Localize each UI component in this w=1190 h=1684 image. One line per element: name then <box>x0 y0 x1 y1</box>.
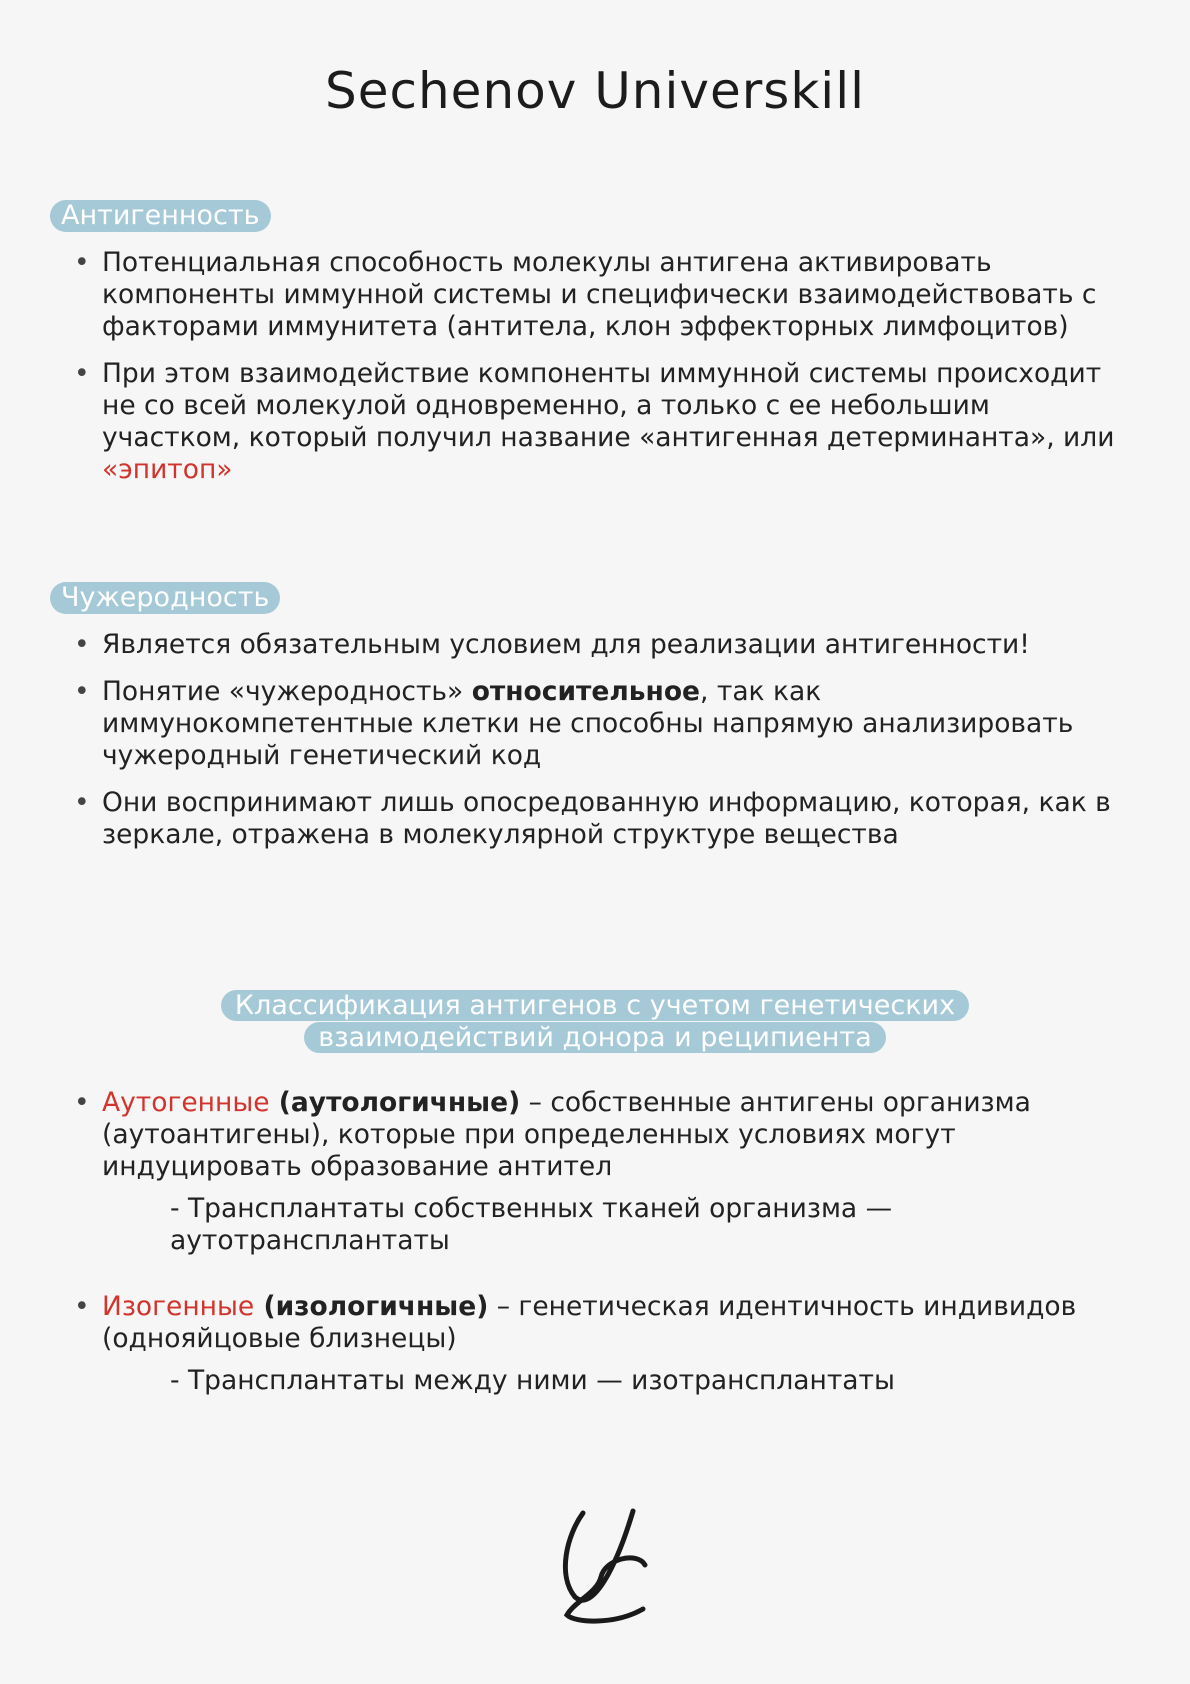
list-item <box>50 629 1130 661</box>
autogenic-synonym: (аутологичные) <box>269 1087 521 1118</box>
isogenic-synonym: (изологичные) <box>254 1291 489 1322</box>
epitope-term: «эпитоп» <box>102 454 233 485</box>
page-title: Sechenov Universkill <box>325 62 865 120</box>
list-item <box>50 247 1130 343</box>
isogenic-description: – генетическая идентичность индивидов (однояйцовые близнецы) <box>102 1291 1077 1354</box>
list-item <box>50 358 1130 486</box>
antigenicity-item-2-text: При этом взаимодействие компоненты иммунной системы происходит не со всей молекулой одновременно, а только с ее небольшим участком, который получил название «антигенная детерминанта», или <box>102 358 1115 453</box>
antigenicity-list <box>50 247 1130 486</box>
classification-section <box>50 1087 1130 1397</box>
classification-heading <box>0 990 1190 1054</box>
foreignness-list <box>50 629 1130 851</box>
list-item <box>50 676 1130 772</box>
classification-heading-line-1: Классификация антигенов с учетом генетических <box>221 990 969 1021</box>
foreignness-item-2-before: Понятие «чужеродность» <box>102 676 472 707</box>
foreignness-item-1-text: Является обязательным условием для реализации антигенности! <box>102 629 1030 660</box>
autogenic-description: – собственные антигены организма (аутоантигены), которые при определенных условиях могут индуцировать образование антител <box>102 1087 1031 1182</box>
list-item <box>50 787 1130 851</box>
antigenicity-heading: Антигенность <box>50 200 271 232</box>
isogenic-term: Изогенные <box>102 1291 255 1322</box>
us-monogram-icon <box>545 1505 655 1625</box>
autogenic-sub-item: - Трансплантаты собственных тканей организма — аутотрансплантаты <box>170 1193 893 1256</box>
foreignness-item-3-text: Они воспринимают лишь опосредованную информацию, которая, как в зеркале, отражена в молекулярной структуре вещества <box>102 787 1111 850</box>
antigenicity-item-1-text: Потенциальная способность молекулы антигена активировать компоненты иммунной системы и специфически взаимодействовать с факторами иммунитета (антитела, клон эффекторных лимфоцитов) <box>102 247 1097 342</box>
relative-term: относительное <box>471 676 701 707</box>
list-item <box>50 1087 1130 1257</box>
foreignness-item-2-after: , так как иммунокомпетентные клетки не способны напрямую анализировать чужеродный генетический код <box>102 676 1074 771</box>
classification-heading-line-2: взаимодействий донора и реципиента <box>304 1022 885 1053</box>
classification-list <box>50 1087 1130 1397</box>
foreignness-heading: Чужеродность <box>50 582 280 614</box>
antigenicity-section <box>50 200 1130 486</box>
autogenic-term: Аутогенные <box>102 1087 270 1118</box>
isogenic-sub-item: - Трансплантаты между ними — изотрансплантаты <box>170 1365 895 1396</box>
foreignness-section <box>50 582 1130 851</box>
list-item <box>50 1291 1130 1397</box>
